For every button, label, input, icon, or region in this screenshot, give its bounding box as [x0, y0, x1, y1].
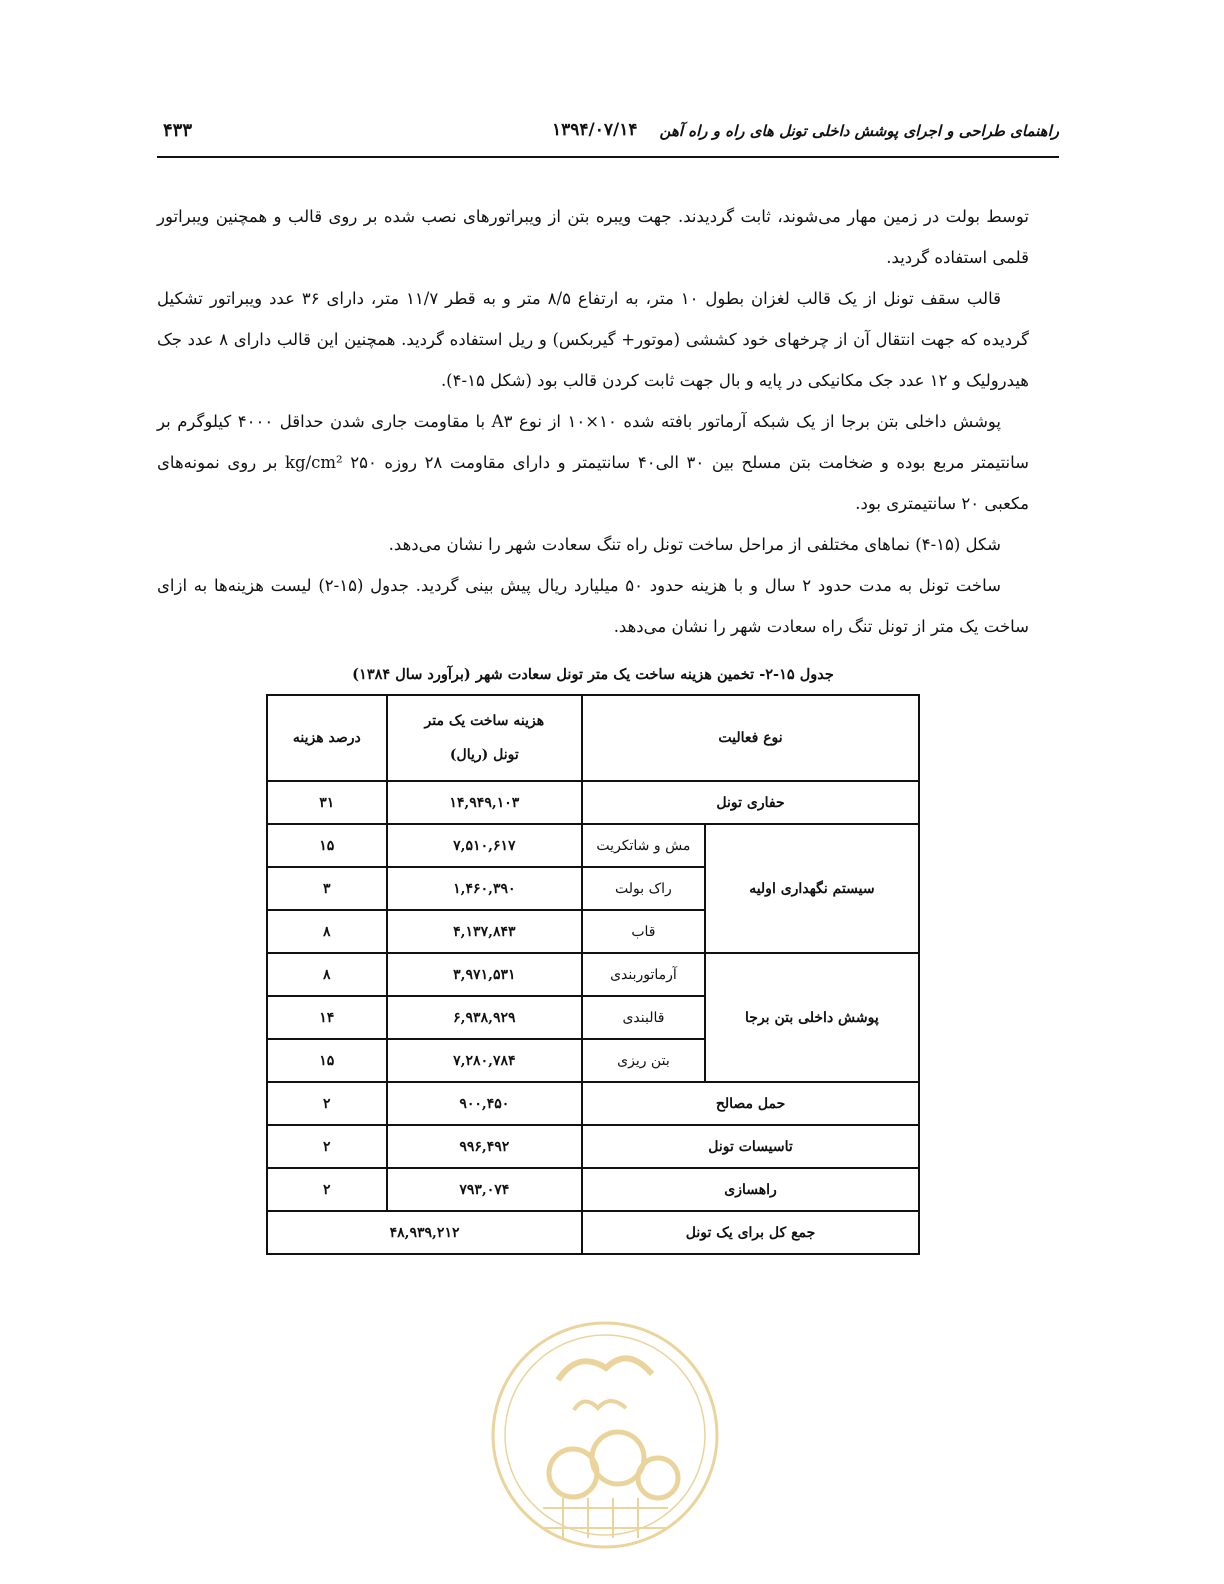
table-row: [267, 1125, 919, 1168]
percent-cell: ۳: [267, 867, 387, 910]
activity-cell: حفاری تونل: [582, 781, 919, 824]
table-row: [267, 1082, 919, 1125]
percent-cell: ۲: [267, 1125, 387, 1168]
percent-cell: ۲: [267, 1082, 387, 1125]
group-cell: پوشش داخلی بتن برجا: [705, 953, 919, 1082]
header-date: ۱۳۹۴/۰۷/۱۴: [552, 120, 638, 140]
sub-activity-cell: آرماتوربندی: [582, 953, 705, 996]
cost-cell: ۹۰۰,۴۵۰: [387, 1082, 582, 1125]
book-title: راهنمای طراحی و اجرای پوشش داخلی تونل های راه و راه آهن: [659, 122, 1059, 140]
table-total-row: [267, 1211, 919, 1254]
percent-cell: ۳۱: [267, 781, 387, 824]
paragraph: قالب سقف تونل از یک قالب لغزان بطول ۱۰ متر، به ارتفاع ۸/۵ متر و به قطر ۱۱/۷ متر، دارای ۳۶ عدد ویبراتور تشکیل گردیده که جهت انتقال آن از چرخهای خود کششی (موتور+ گیربکس) و ریل استفاده گردید. همچنین این قالب دارای ۸ عدد جک هیدرولیک و ۱۲ عدد جک مکانیکی در پایه و بال جهت ثابت کردن قالب بود (شکل ۱۵-۴).: [157, 289, 1030, 390]
total-label-cell: جمع کل برای یک تونل: [582, 1211, 919, 1254]
header-cost: هزینه ساخت یک متر تونل (ریال): [387, 695, 582, 781]
cost-table: [266, 694, 920, 1255]
activity-cell: راهسازی: [582, 1168, 919, 1211]
header-percent: درصد هزینه: [267, 695, 387, 781]
activity-cell: تاسیسات تونل: [582, 1125, 919, 1168]
sub-activity-cell: قاب: [582, 910, 705, 953]
body-text: [157, 196, 1029, 647]
sub-activity-cell: قالبندی: [582, 996, 705, 1039]
group-cell: سیستم نگهداری اولیه: [705, 824, 919, 953]
activity-cell: حمل مصالح: [582, 1082, 919, 1125]
table-row: [267, 953, 919, 996]
header-activity: نوع فعالیت: [582, 695, 919, 781]
cost-cell: ۶,۹۳۸,۹۲۹: [387, 996, 582, 1039]
paragraph: توسط بولت در زمین مهار می‌شوند، ثابت گردیدند. جهت ویبره بتن از ویبراتورهای نصب شده بر روی قالب و همچنین ویبراتور قلمی استفاده گردید.: [157, 207, 1029, 267]
cost-cell: ۱,۴۶۰,۳۹۰: [387, 867, 582, 910]
total-cost-cell: ۴۸,۹۳۹,۲۱۲: [267, 1211, 582, 1254]
sub-activity-cell: مش و شاتکریت: [582, 824, 705, 867]
cost-cell: ۹۹۶,۴۹۲: [387, 1125, 582, 1168]
percent-cell: ۱۵: [267, 824, 387, 867]
paragraph: پوشش داخلی بتن برجا از یک شبکه آرماتور بافته شده ۱۰×۱۰ از نوع A۳ با مقاومت جاری شدن حداقل ۴۰۰۰ کیلوگرم بر سانتیمتر مربع بوده و ضخامت بتن مسلح بین ۳۰ الی۴۰ سانتیمتر و دارای مقاومت ۲۸ روزه kg/cm² ۲۵۰ بر روی نمونه‌های مکعبی ۲۰ سانتیمتری بود.: [157, 412, 1029, 513]
table-header-row: [267, 695, 919, 781]
cost-cell: ۳,۹۷۱,۵۳۱: [387, 953, 582, 996]
paragraph: ساخت تونل به مدت حدود ۲ سال و با هزینه حدود ۵۰ میلیارد ریال پیش بینی گردید. جدول (۱۵-۲) لیست هزینه‌ها به ازای ساخت یک متر از تونل تنگ راه سعادت شهر را نشان می‌دهد.: [157, 576, 1029, 636]
sub-activity-cell: بتن ریزی: [582, 1039, 705, 1082]
table-row: [267, 824, 919, 867]
table-row: [267, 1168, 919, 1211]
cost-cell: ۷,۵۱۰,۶۱۷: [387, 824, 582, 867]
page-header: [157, 118, 1059, 158]
cost-cell: ۱۴,۹۴۹,۱۰۳: [387, 781, 582, 824]
percent-cell: ۸: [267, 953, 387, 996]
percent-cell: ۸: [267, 910, 387, 953]
page-number: ۴۳۳: [163, 120, 193, 141]
cost-cell: ۴,۱۳۷,۸۴۳: [387, 910, 582, 953]
paragraph: شکل (۱۵-۴) نماهای مختلفی از مراحل ساخت تونل راه تنگ سعادت شهر را نشان می‌دهد.: [388, 535, 1001, 554]
percent-cell: ۱۴: [267, 996, 387, 1039]
percent-cell: ۱۵: [267, 1039, 387, 1082]
table-row: [267, 781, 919, 824]
cost-cell: ۷,۲۸۰,۷۸۴: [387, 1039, 582, 1082]
cost-cell: ۷۹۳,۰۷۴: [387, 1168, 582, 1211]
table-caption: جدول ۱۵-۲- تخمین هزینه ساخت یک متر تونل سعادت شهر (برآورد سال ۱۳۸۴): [352, 666, 834, 683]
percent-cell: ۲: [267, 1168, 387, 1211]
sub-activity-cell: راک بولت: [582, 867, 705, 910]
publisher-logo-seal-icon: [488, 1318, 722, 1568]
